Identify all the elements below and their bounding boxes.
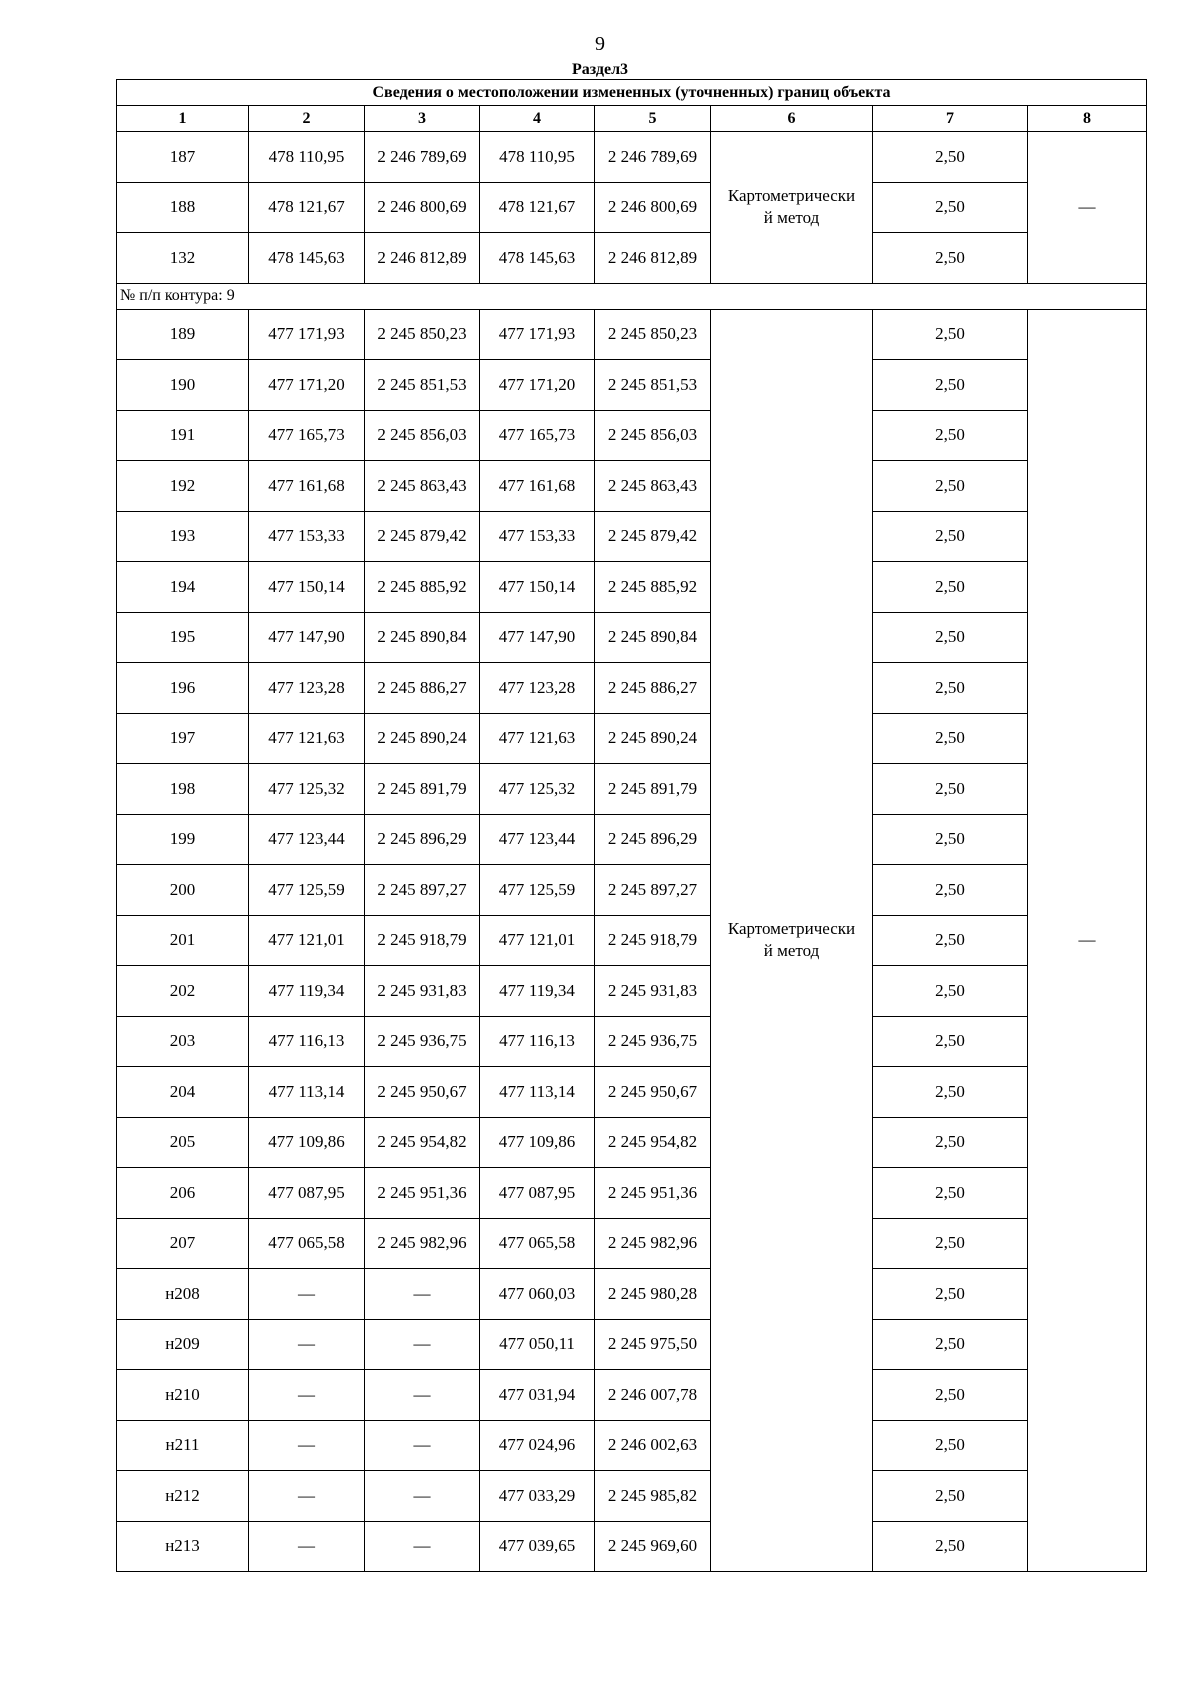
column-number-6: 6 bbox=[711, 106, 873, 132]
table-row bbox=[117, 309, 1147, 360]
column-number-3: 3 bbox=[365, 106, 480, 132]
accuracy-cell: 2,50 bbox=[873, 612, 1028, 663]
y-existing-cell: 2 245 936,75 bbox=[365, 1016, 480, 1067]
point-number-cell: 195 bbox=[117, 612, 249, 663]
x-new-cell: 477 050,11 bbox=[480, 1319, 595, 1370]
table-row bbox=[117, 1067, 1147, 1118]
point-number-cell: 191 bbox=[117, 410, 249, 461]
y-existing-cell: 2 246 812,89 bbox=[365, 233, 480, 284]
table-row bbox=[117, 966, 1147, 1017]
column-number-row bbox=[117, 106, 1147, 132]
contour-label: № п/п контура: 9 bbox=[117, 283, 1147, 309]
x-new-cell: 477 119,34 bbox=[480, 966, 595, 1017]
y-new-cell: 2 245 969,60 bbox=[595, 1521, 711, 1572]
accuracy-cell: 2,50 bbox=[873, 410, 1028, 461]
method-text-line2: й метод bbox=[763, 941, 820, 961]
table-caption-row bbox=[117, 80, 1147, 106]
accuracy-cell: 2,50 bbox=[873, 1269, 1028, 1320]
y-new-cell: 2 245 890,24 bbox=[595, 713, 711, 764]
x-new-cell: 477 109,86 bbox=[480, 1117, 595, 1168]
point-number-cell: 188 bbox=[117, 182, 249, 233]
table-row bbox=[117, 132, 1147, 183]
point-number-cell: 206 bbox=[117, 1168, 249, 1219]
y-new-cell: 2 245 890,84 bbox=[595, 612, 711, 663]
accuracy-cell: 2,50 bbox=[873, 562, 1028, 613]
x-existing-cell: 477 171,20 bbox=[249, 360, 365, 411]
x-existing-cell: — bbox=[249, 1471, 365, 1522]
y-new-cell: 2 245 851,53 bbox=[595, 360, 711, 411]
section-title: Раздел3 bbox=[571, 61, 629, 78]
point-number-cell: 190 bbox=[117, 360, 249, 411]
x-existing-cell: — bbox=[249, 1521, 365, 1572]
x-existing-cell: 478 121,67 bbox=[249, 182, 365, 233]
y-existing-cell: — bbox=[365, 1471, 480, 1522]
point-number-cell: 132 bbox=[117, 233, 249, 284]
x-new-cell: 477 039,65 bbox=[480, 1521, 595, 1572]
accuracy-cell: 2,50 bbox=[873, 1370, 1028, 1421]
x-existing-cell: 477 125,59 bbox=[249, 865, 365, 916]
point-number-cell: 193 bbox=[117, 511, 249, 562]
accuracy-cell: 2,50 bbox=[873, 764, 1028, 815]
x-new-cell: 477 116,13 bbox=[480, 1016, 595, 1067]
accuracy-cell: 2,50 bbox=[873, 1016, 1028, 1067]
table-row bbox=[117, 1420, 1147, 1471]
y-existing-cell: 2 245 885,92 bbox=[365, 562, 480, 613]
point-number-cell: 194 bbox=[117, 562, 249, 613]
x-existing-cell: 477 123,28 bbox=[249, 663, 365, 714]
accuracy-cell: 2,50 bbox=[873, 233, 1028, 284]
table-row bbox=[117, 1117, 1147, 1168]
table-row bbox=[117, 1168, 1147, 1219]
point-number-cell: 197 bbox=[117, 713, 249, 764]
point-number-cell: 205 bbox=[117, 1117, 249, 1168]
x-existing-cell: 477 123,44 bbox=[249, 814, 365, 865]
y-existing-cell: 2 245 850,23 bbox=[365, 309, 480, 360]
y-new-cell: 2 245 954,82 bbox=[595, 1117, 711, 1168]
x-existing-cell: 477 171,93 bbox=[249, 309, 365, 360]
x-new-cell: 477 161,68 bbox=[480, 461, 595, 512]
y-existing-cell: — bbox=[365, 1521, 480, 1572]
y-new-cell: 2 246 002,63 bbox=[595, 1420, 711, 1471]
x-existing-cell: — bbox=[249, 1420, 365, 1471]
x-existing-cell: 478 110,95 bbox=[249, 132, 365, 183]
table-row bbox=[117, 1471, 1147, 1522]
point-number-cell: 198 bbox=[117, 764, 249, 815]
y-existing-cell: — bbox=[365, 1370, 480, 1421]
y-existing-cell: 2 245 982,96 bbox=[365, 1218, 480, 1269]
table-row bbox=[117, 915, 1147, 966]
table-caption: Сведения о местоположении измененных (уточненных) границ объекта bbox=[117, 80, 1147, 106]
accuracy-cell: 2,50 bbox=[873, 360, 1028, 411]
accuracy-cell: 2,50 bbox=[873, 132, 1028, 183]
x-existing-cell: 477 065,58 bbox=[249, 1218, 365, 1269]
x-existing-cell: 477 147,90 bbox=[249, 612, 365, 663]
x-new-cell: 477 125,32 bbox=[480, 764, 595, 815]
y-new-cell: 2 245 879,42 bbox=[595, 511, 711, 562]
table-row bbox=[117, 233, 1147, 284]
y-new-cell: 2 245 850,23 bbox=[595, 309, 711, 360]
accuracy-cell: 2,50 bbox=[873, 1471, 1028, 1522]
y-existing-cell: 2 246 789,69 bbox=[365, 132, 480, 183]
x-new-cell: 477 033,29 bbox=[480, 1471, 595, 1522]
x-new-cell: 477 024,96 bbox=[480, 1420, 595, 1471]
x-existing-cell: 477 165,73 bbox=[249, 410, 365, 461]
y-existing-cell: 2 245 879,42 bbox=[365, 511, 480, 562]
x-new-cell: 477 125,59 bbox=[480, 865, 595, 916]
table-row bbox=[117, 182, 1147, 233]
x-new-cell: 477 165,73 bbox=[480, 410, 595, 461]
x-existing-cell: 477 087,95 bbox=[249, 1168, 365, 1219]
x-existing-cell: 477 116,13 bbox=[249, 1016, 365, 1067]
contour-row bbox=[117, 283, 1147, 309]
x-new-cell: 477 121,01 bbox=[480, 915, 595, 966]
y-new-cell: 2 246 007,78 bbox=[595, 1370, 711, 1421]
point-number-cell: н210 bbox=[117, 1370, 249, 1421]
point-number-cell: 187 bbox=[117, 132, 249, 183]
description-cell: — bbox=[1028, 309, 1147, 1572]
x-new-cell: 477 031,94 bbox=[480, 1370, 595, 1421]
accuracy-cell: 2,50 bbox=[873, 966, 1028, 1017]
y-existing-cell: 2 245 954,82 bbox=[365, 1117, 480, 1168]
x-new-cell: 477 121,63 bbox=[480, 713, 595, 764]
method-cell bbox=[711, 132, 873, 284]
x-existing-cell: 477 121,63 bbox=[249, 713, 365, 764]
table-row bbox=[117, 562, 1147, 613]
x-new-cell: 477 113,14 bbox=[480, 1067, 595, 1118]
accuracy-cell: 2,50 bbox=[873, 713, 1028, 764]
y-existing-cell: 2 245 891,79 bbox=[365, 764, 480, 815]
y-new-cell: 2 245 982,96 bbox=[595, 1218, 711, 1269]
table-row bbox=[117, 1016, 1147, 1067]
y-new-cell: 2 245 918,79 bbox=[595, 915, 711, 966]
y-new-cell: 2 246 812,89 bbox=[595, 233, 711, 284]
x-new-cell: 478 110,95 bbox=[480, 132, 595, 183]
point-number-cell: 196 bbox=[117, 663, 249, 714]
accuracy-cell: 2,50 bbox=[873, 1218, 1028, 1269]
y-existing-cell: 2 246 800,69 bbox=[365, 182, 480, 233]
point-number-cell: н208 bbox=[117, 1269, 249, 1320]
y-new-cell: 2 245 856,03 bbox=[595, 410, 711, 461]
page-number: 9 bbox=[595, 33, 605, 55]
column-number-5: 5 bbox=[595, 106, 711, 132]
boundary-coordinates-table bbox=[116, 79, 1147, 1572]
x-new-cell: 477 087,95 bbox=[480, 1168, 595, 1219]
column-number-2: 2 bbox=[249, 106, 365, 132]
y-new-cell: 2 245 951,36 bbox=[595, 1168, 711, 1219]
x-existing-cell: 478 145,63 bbox=[249, 233, 365, 284]
x-new-cell: 478 145,63 bbox=[480, 233, 595, 284]
table-row bbox=[117, 360, 1147, 411]
y-new-cell: 2 245 886,27 bbox=[595, 663, 711, 714]
y-existing-cell: 2 245 890,84 bbox=[365, 612, 480, 663]
x-existing-cell: 477 125,32 bbox=[249, 764, 365, 815]
x-existing-cell: — bbox=[249, 1370, 365, 1421]
point-number-cell: 199 bbox=[117, 814, 249, 865]
point-number-cell: 189 bbox=[117, 309, 249, 360]
x-existing-cell: 477 113,14 bbox=[249, 1067, 365, 1118]
y-new-cell: 2 245 931,83 bbox=[595, 966, 711, 1017]
accuracy-cell: 2,50 bbox=[873, 182, 1028, 233]
table-row bbox=[117, 1269, 1147, 1320]
y-new-cell: 2 245 896,29 bbox=[595, 814, 711, 865]
point-number-cell: 202 bbox=[117, 966, 249, 1017]
y-existing-cell: 2 245 950,67 bbox=[365, 1067, 480, 1118]
table-row bbox=[117, 814, 1147, 865]
column-number-8: 8 bbox=[1028, 106, 1147, 132]
y-new-cell: 2 245 980,28 bbox=[595, 1269, 711, 1320]
y-existing-cell: 2 245 856,03 bbox=[365, 410, 480, 461]
table-row bbox=[117, 865, 1147, 916]
accuracy-cell: 2,50 bbox=[873, 865, 1028, 916]
y-new-cell: 2 245 891,79 bbox=[595, 764, 711, 815]
point-number-cell: 203 bbox=[117, 1016, 249, 1067]
x-new-cell: 477 123,28 bbox=[480, 663, 595, 714]
accuracy-cell: 2,50 bbox=[873, 1319, 1028, 1370]
x-new-cell: 477 060,03 bbox=[480, 1269, 595, 1320]
y-new-cell: 2 245 885,92 bbox=[595, 562, 711, 613]
point-number-cell: н213 bbox=[117, 1521, 249, 1572]
x-existing-cell: 477 153,33 bbox=[249, 511, 365, 562]
y-existing-cell: 2 245 897,27 bbox=[365, 865, 480, 916]
table-row bbox=[117, 764, 1147, 815]
table-row bbox=[117, 511, 1147, 562]
point-number-cell: 201 bbox=[117, 915, 249, 966]
x-new-cell: 477 153,33 bbox=[480, 511, 595, 562]
table-row bbox=[117, 663, 1147, 714]
accuracy-cell: 2,50 bbox=[873, 1521, 1028, 1572]
x-existing-cell: 477 150,14 bbox=[249, 562, 365, 613]
x-new-cell: 477 171,93 bbox=[480, 309, 595, 360]
y-new-cell: 2 245 950,67 bbox=[595, 1067, 711, 1118]
x-new-cell: 477 150,14 bbox=[480, 562, 595, 613]
y-existing-cell: — bbox=[365, 1319, 480, 1370]
method-text-line2: й метод bbox=[763, 208, 820, 228]
x-existing-cell: 477 121,01 bbox=[249, 915, 365, 966]
x-new-cell: 477 123,44 bbox=[480, 814, 595, 865]
y-existing-cell: — bbox=[365, 1269, 480, 1320]
table-row bbox=[117, 1218, 1147, 1269]
table-row bbox=[117, 1370, 1147, 1421]
y-new-cell: 2 245 863,43 bbox=[595, 461, 711, 512]
y-existing-cell: 2 245 886,27 bbox=[365, 663, 480, 714]
x-new-cell: 478 121,67 bbox=[480, 182, 595, 233]
accuracy-cell: 2,50 bbox=[873, 511, 1028, 562]
table-row bbox=[117, 713, 1147, 764]
x-existing-cell: — bbox=[249, 1319, 365, 1370]
table-row bbox=[117, 461, 1147, 512]
y-existing-cell: 2 245 890,24 bbox=[365, 713, 480, 764]
column-number-4: 4 bbox=[480, 106, 595, 132]
description-cell: — bbox=[1028, 132, 1147, 284]
accuracy-cell: 2,50 bbox=[873, 461, 1028, 512]
y-existing-cell: 2 245 951,36 bbox=[365, 1168, 480, 1219]
table-body bbox=[117, 80, 1147, 1572]
point-number-cell: 204 bbox=[117, 1067, 249, 1118]
y-new-cell: 2 245 897,27 bbox=[595, 865, 711, 916]
y-existing-cell: 2 245 851,53 bbox=[365, 360, 480, 411]
column-number-1: 1 bbox=[117, 106, 249, 132]
accuracy-cell: 2,50 bbox=[873, 1067, 1028, 1118]
y-new-cell: 2 246 789,69 bbox=[595, 132, 711, 183]
y-new-cell: 2 245 985,82 bbox=[595, 1471, 711, 1522]
y-existing-cell: 2 245 918,79 bbox=[365, 915, 480, 966]
y-new-cell: 2 245 975,50 bbox=[595, 1319, 711, 1370]
point-number-cell: н209 bbox=[117, 1319, 249, 1370]
accuracy-cell: 2,50 bbox=[873, 814, 1028, 865]
y-existing-cell: 2 245 931,83 bbox=[365, 966, 480, 1017]
method-text-line1: Картометрически bbox=[727, 919, 856, 939]
table-row bbox=[117, 612, 1147, 663]
table-row bbox=[117, 1521, 1147, 1572]
x-existing-cell: 477 161,68 bbox=[249, 461, 365, 512]
accuracy-cell: 2,50 bbox=[873, 663, 1028, 714]
table-row bbox=[117, 1319, 1147, 1370]
accuracy-cell: 2,50 bbox=[873, 1420, 1028, 1471]
column-number-7: 7 bbox=[873, 106, 1028, 132]
y-existing-cell: 2 245 863,43 bbox=[365, 461, 480, 512]
y-existing-cell: 2 245 896,29 bbox=[365, 814, 480, 865]
method-text-line1: Картометрически bbox=[727, 186, 856, 206]
y-new-cell: 2 245 936,75 bbox=[595, 1016, 711, 1067]
accuracy-cell: 2,50 bbox=[873, 309, 1028, 360]
point-number-cell: 192 bbox=[117, 461, 249, 512]
point-number-cell: н212 bbox=[117, 1471, 249, 1522]
x-new-cell: 477 171,20 bbox=[480, 360, 595, 411]
y-new-cell: 2 246 800,69 bbox=[595, 182, 711, 233]
table-row bbox=[117, 410, 1147, 461]
x-existing-cell: 477 109,86 bbox=[249, 1117, 365, 1168]
accuracy-cell: 2,50 bbox=[873, 1168, 1028, 1219]
point-number-cell: 200 bbox=[117, 865, 249, 916]
x-new-cell: 477 147,90 bbox=[480, 612, 595, 663]
y-existing-cell: — bbox=[365, 1420, 480, 1471]
method-cell bbox=[711, 309, 873, 1572]
accuracy-cell: 2,50 bbox=[873, 1117, 1028, 1168]
x-new-cell: 477 065,58 bbox=[480, 1218, 595, 1269]
point-number-cell: н211 bbox=[117, 1420, 249, 1471]
point-number-cell: 207 bbox=[117, 1218, 249, 1269]
accuracy-cell: 2,50 bbox=[873, 915, 1028, 966]
x-existing-cell: — bbox=[249, 1269, 365, 1320]
x-existing-cell: 477 119,34 bbox=[249, 966, 365, 1017]
